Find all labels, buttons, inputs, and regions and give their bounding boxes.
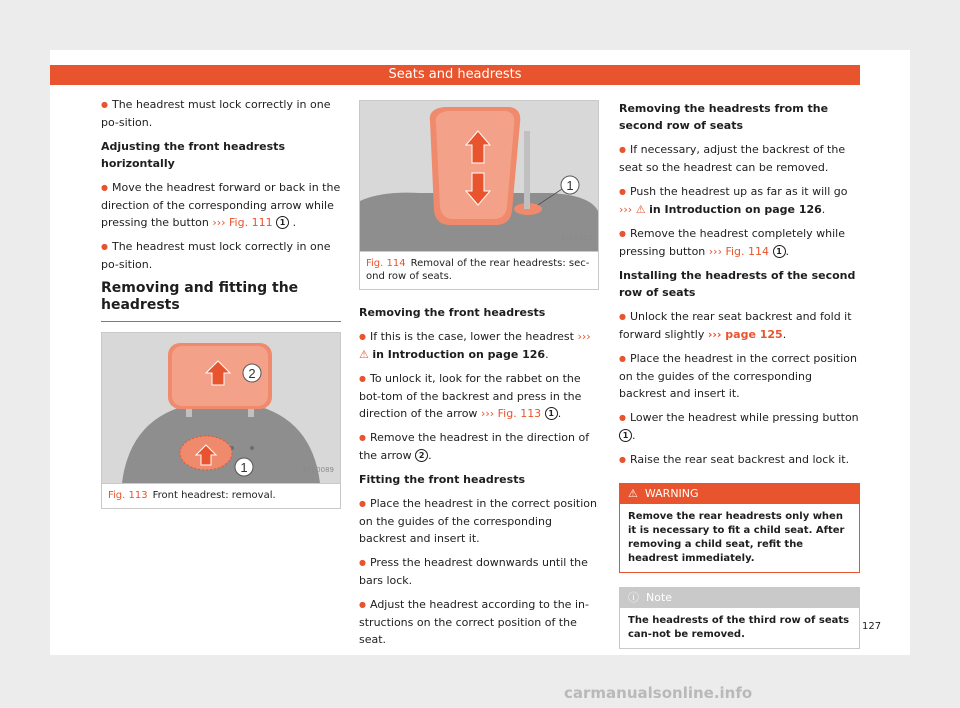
fig-114-link[interactable]: ››› Fig. 114 xyxy=(708,245,770,258)
callout-number: 1 xyxy=(773,245,786,258)
warning-box xyxy=(619,483,860,573)
note-text: The headrests of the third row of seats can-not be removed. xyxy=(628,615,850,640)
bullet-place-headrest: ● Place the headrest in the correct position on the guides of the corresponding backrest and insert it. xyxy=(359,495,599,547)
info-icon: ⓘ xyxy=(628,591,639,604)
figure-113 xyxy=(101,332,341,509)
bullet-remove-direction: ● Remove the headrest in the direction of the arrow 2 . xyxy=(359,429,599,464)
headrest-illustration xyxy=(102,333,340,483)
warning-link-arrows[interactable]: ››› xyxy=(577,330,591,343)
warning-icon: ⚠ xyxy=(628,487,638,500)
warning-triangle-icon: ⚠ xyxy=(359,348,369,361)
fig-111-link[interactable]: ››› Fig. 111 xyxy=(212,216,273,229)
figure-caption: Fig. 113 Front headrest: removal. xyxy=(102,483,340,508)
bullet-unlock-backrest: ● Unlock the rear seat backrest and fold it forward slightly ››› page 125. xyxy=(619,308,860,343)
column-left xyxy=(101,96,341,509)
section-header: Seats and headrests xyxy=(50,65,860,85)
warning-header: ⚠ WARNING xyxy=(620,484,859,504)
callout-number: 1 xyxy=(276,216,289,229)
heading-removing-front: Removing the front headrests xyxy=(359,306,546,319)
callout-number: 1 xyxy=(545,407,558,420)
front-headrest-image xyxy=(102,333,340,483)
note-header: ⓘ Note xyxy=(620,588,859,608)
fig-113-link[interactable]: ››› Fig. 113 xyxy=(480,407,542,420)
page-125-link[interactable]: ››› page 125 xyxy=(707,328,783,341)
bullet-press-down: ● Press the headrest downwards until the bars lock. xyxy=(359,554,599,589)
figure-caption: Fig. 114 Removal of the rear headrests: sec-ond row of seats. xyxy=(360,251,598,289)
heading-removing-second-row: Removing the headrests from the second row of seats xyxy=(619,102,829,132)
heading-adjust-horizontal: Adjusting the front headrests horizontally xyxy=(101,140,285,170)
bullet-place-guides: ● Place the headrest in the correct position on the guides of the corresponding backrest and insert it. xyxy=(619,350,860,402)
bullet-lower-pressing: ● Lower the headrest while pressing button 1 . xyxy=(619,409,860,444)
fig113-callout-2: 2 xyxy=(248,366,256,381)
bullet-adjust: ● Adjust the headrest according to the in-structions on the correct position of the seat. xyxy=(359,596,599,648)
bullet-unlock: ● To unlock it, look for the rabbet on the bot-tom of the backrest and press in the direction of the arrow ››› Fig. 113 1 . xyxy=(359,370,599,422)
rear-headrest-image xyxy=(360,101,598,251)
column-middle xyxy=(359,100,599,655)
column-right xyxy=(619,100,860,649)
figure-label: Fig. 114 xyxy=(366,258,406,269)
bullet-adjust-backrest: ● If necessary, adjust the backrest of the seat so the headrest can be removed. xyxy=(619,141,860,176)
fig114-callout-1: 1 xyxy=(566,178,574,193)
figure-label: Fig. 113 xyxy=(108,490,148,501)
watermark: carmanualsonline.info xyxy=(564,684,753,702)
rear-headrest-illustration xyxy=(360,101,598,251)
bullet-remove-completely: ● Remove the headrest completely while pressing button ››› Fig. 114 1 . xyxy=(619,225,860,260)
heading-removing-fitting: Removing and fitting the headrests xyxy=(101,280,299,313)
warning-link-arrows[interactable]: ››› xyxy=(619,203,633,216)
bullet-lock-2: ● The headrest must lock correctly in one po-sition. xyxy=(101,238,341,273)
bullet-lock-1: ● The headrest must lock correctly in one po-sition. xyxy=(101,96,341,131)
bullet-move-headrest: ● Move the headrest forward or back in the direction of the corresponding arrow while pressing the button ››› Fig. 111 1 . xyxy=(101,179,341,231)
section-divider xyxy=(101,321,341,322)
note-box xyxy=(619,587,860,649)
callout-number: 1 xyxy=(619,429,632,442)
introduction-link[interactable]: in Introduction on page 126 xyxy=(649,203,822,216)
image-code: BFJ-0089 xyxy=(303,466,334,474)
page-number: 127 xyxy=(862,621,882,632)
introduction-link[interactable]: in Introduction on page 126 xyxy=(372,348,546,361)
heading-fitting-front: Fitting the front headrests xyxy=(359,473,525,486)
warning-triangle-icon: ⚠ xyxy=(635,203,646,216)
warning-text: Remove the rear headrests only when it is necessary to fit a child seat. After removing a child seat, refit the headrest immediately. xyxy=(628,511,845,564)
figure-114 xyxy=(359,100,599,290)
bullet-lower-headrest: ● If this is the case, lower the headrest ››› ⚠ in Introduction on page 126. xyxy=(359,328,599,363)
image-code: BFJ-0163 xyxy=(561,234,592,242)
fig113-callout-1: 1 xyxy=(240,460,248,475)
bullet-push-up: ● Push the headrest up as far as it will go ››› ⚠ in Introduction on page 126. xyxy=(619,183,860,218)
heading-installing-second-row: Installing the headrests of the second row of seats xyxy=(619,269,856,299)
bullet-raise-backrest: ● Raise the rear seat backrest and lock it. xyxy=(619,451,860,469)
callout-number: 2 xyxy=(415,449,428,462)
